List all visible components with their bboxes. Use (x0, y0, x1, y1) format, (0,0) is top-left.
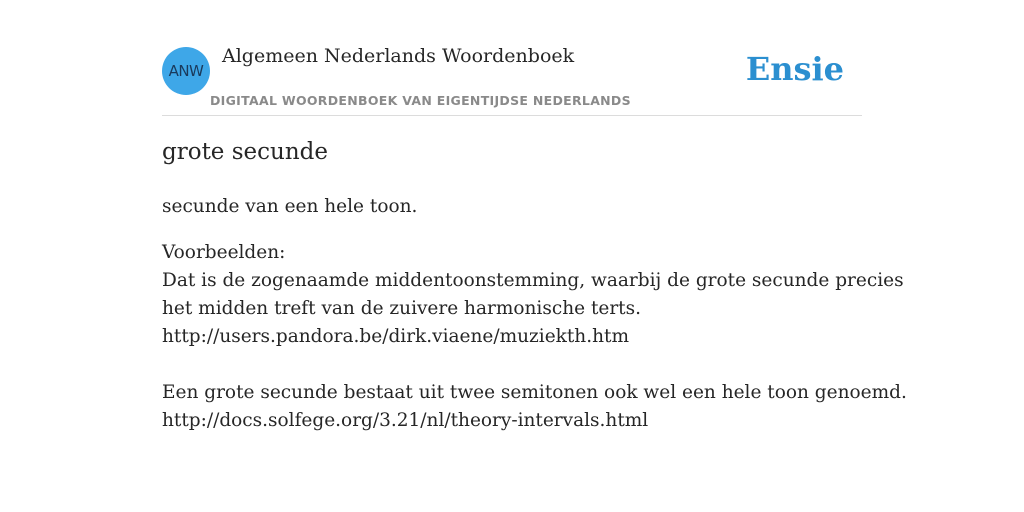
site-header (162, 0, 862, 116)
entry-term: grote secunde (162, 139, 328, 165)
example-separator (162, 351, 862, 379)
example-text-line: Dat is de zogenaamde middentoonstemming, waarbij de grote secunde precies (162, 270, 904, 291)
anw-logo-text: ANW (168, 62, 204, 80)
page-container (162, 0, 907, 431)
example-text-line: Een grote secunde bestaat uit twee semitonen ook wel een hele toon genoemd. (162, 382, 907, 403)
ensie-brand-link[interactable]: Ensie (745, 50, 844, 88)
example-source-link[interactable]: http://users.pandora.be/dirk.viaene/muziekth.htm (162, 326, 629, 347)
examples-section (162, 239, 907, 435)
example-source-link[interactable]: http://docs.solfege.org/3.21/nl/theory-intervals.html (162, 410, 649, 431)
anw-logo[interactable] (162, 47, 210, 95)
example-text-line: het midden treft van de zuivere harmonische terts. (162, 298, 641, 319)
site-title[interactable]: Algemeen Nederlands Woordenboek (222, 45, 575, 67)
site-subtitle: DIGITAAL WOORDENBOEK VAN EIGENTIJDSE NEDERLANDS (210, 93, 631, 108)
examples-label: Voorbeelden: (162, 242, 286, 263)
entry-definition: secunde van een hele toon. (162, 196, 418, 217)
